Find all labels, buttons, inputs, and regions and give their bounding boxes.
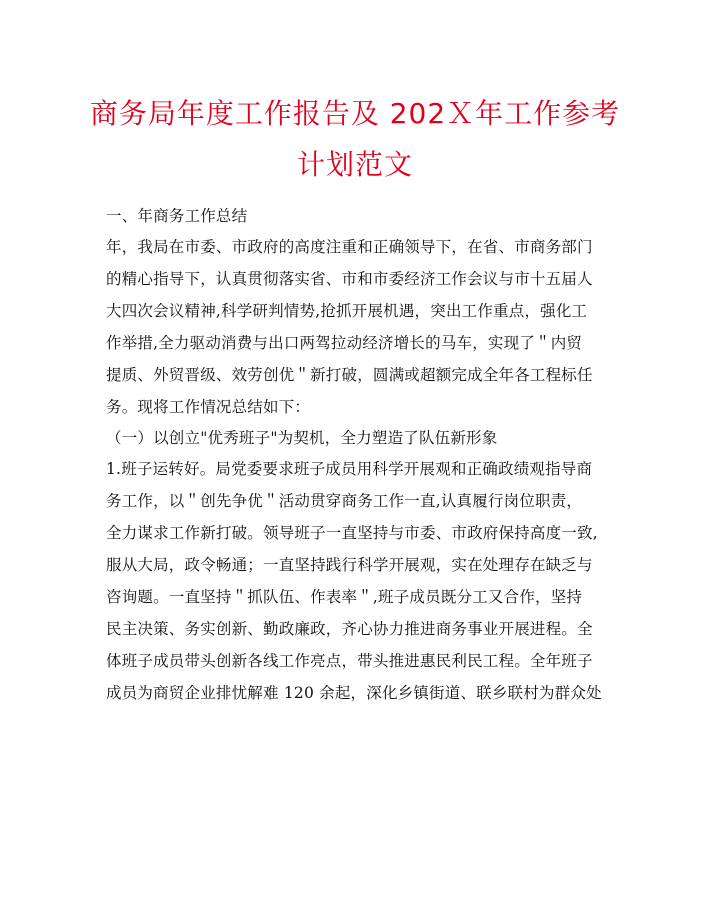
paragraph-line: 务工作，以＂创先争优＂活动贯穿商务工作一直,认真履行岗位职责， — [106, 492, 583, 510]
paragraph-line: 1.班子运转好。局党委要求班子成员用科学开展观和正确政绩观指导商 — [106, 460, 593, 478]
subsection-heading: （一）以创立"优秀班子"为契机，全力塑造了队伍新形象 — [106, 429, 498, 447]
paragraph-line: 务。现将工作情况总结如下： — [106, 398, 311, 416]
paragraph-line: 服从大局，政令畅通；一直坚持践行科学开展观，实在处理存在缺乏与 — [106, 556, 593, 574]
section-heading: 一、年商务工作总结 — [106, 207, 248, 225]
paragraph-line: 大四次会议精神,科学研判情势,抢抓开展机遇，突出工作重点，强化工 — [106, 302, 588, 320]
paragraph-line: 作举措,全力驱动消费与出口两驾拉动经济增长的马车，实现了＂内贸 — [106, 334, 583, 352]
paragraph-line: 的精心指导下，认真贯彻落实省、市和市委经济工作会议与市十五届人 — [106, 270, 593, 288]
document-title-line1: 商务局年度工作报告及 202Ｘ年工作参考 — [89, 97, 621, 130]
document-title-line2: 计划范文 — [296, 148, 413, 181]
paragraph-line: 民主决策、务实创新、勤政廉政，齐心协力推进商务事业开展进程。全 — [106, 620, 593, 638]
paragraph-line: 体班子成员带头创新各线工作亮点，带头推进惠民利民工程。全年班子 — [106, 652, 593, 670]
paragraph-line: 咨询题。一直坚持＂抓队伍、作表率＂,班子成员既分工又合作，坚持 — [106, 588, 583, 606]
paragraph-line: 成员为商贸企业排忧解难 120 余起，深化乡镇街道、联乡联村为群众处 — [106, 684, 602, 702]
paragraph-line: 全力谋求工作新打破。领导班子一直坚持与市委、市政府保持高度一致, — [106, 524, 598, 542]
paragraph-line: 年，我局在市委、市政府的高度注重和正确领导下，在省、市商务部门 — [106, 238, 593, 256]
paragraph-line: 提质、外贸晋级、效劳创优＂新打破，圆满或超额完成全年各工程标任 — [106, 366, 593, 384]
